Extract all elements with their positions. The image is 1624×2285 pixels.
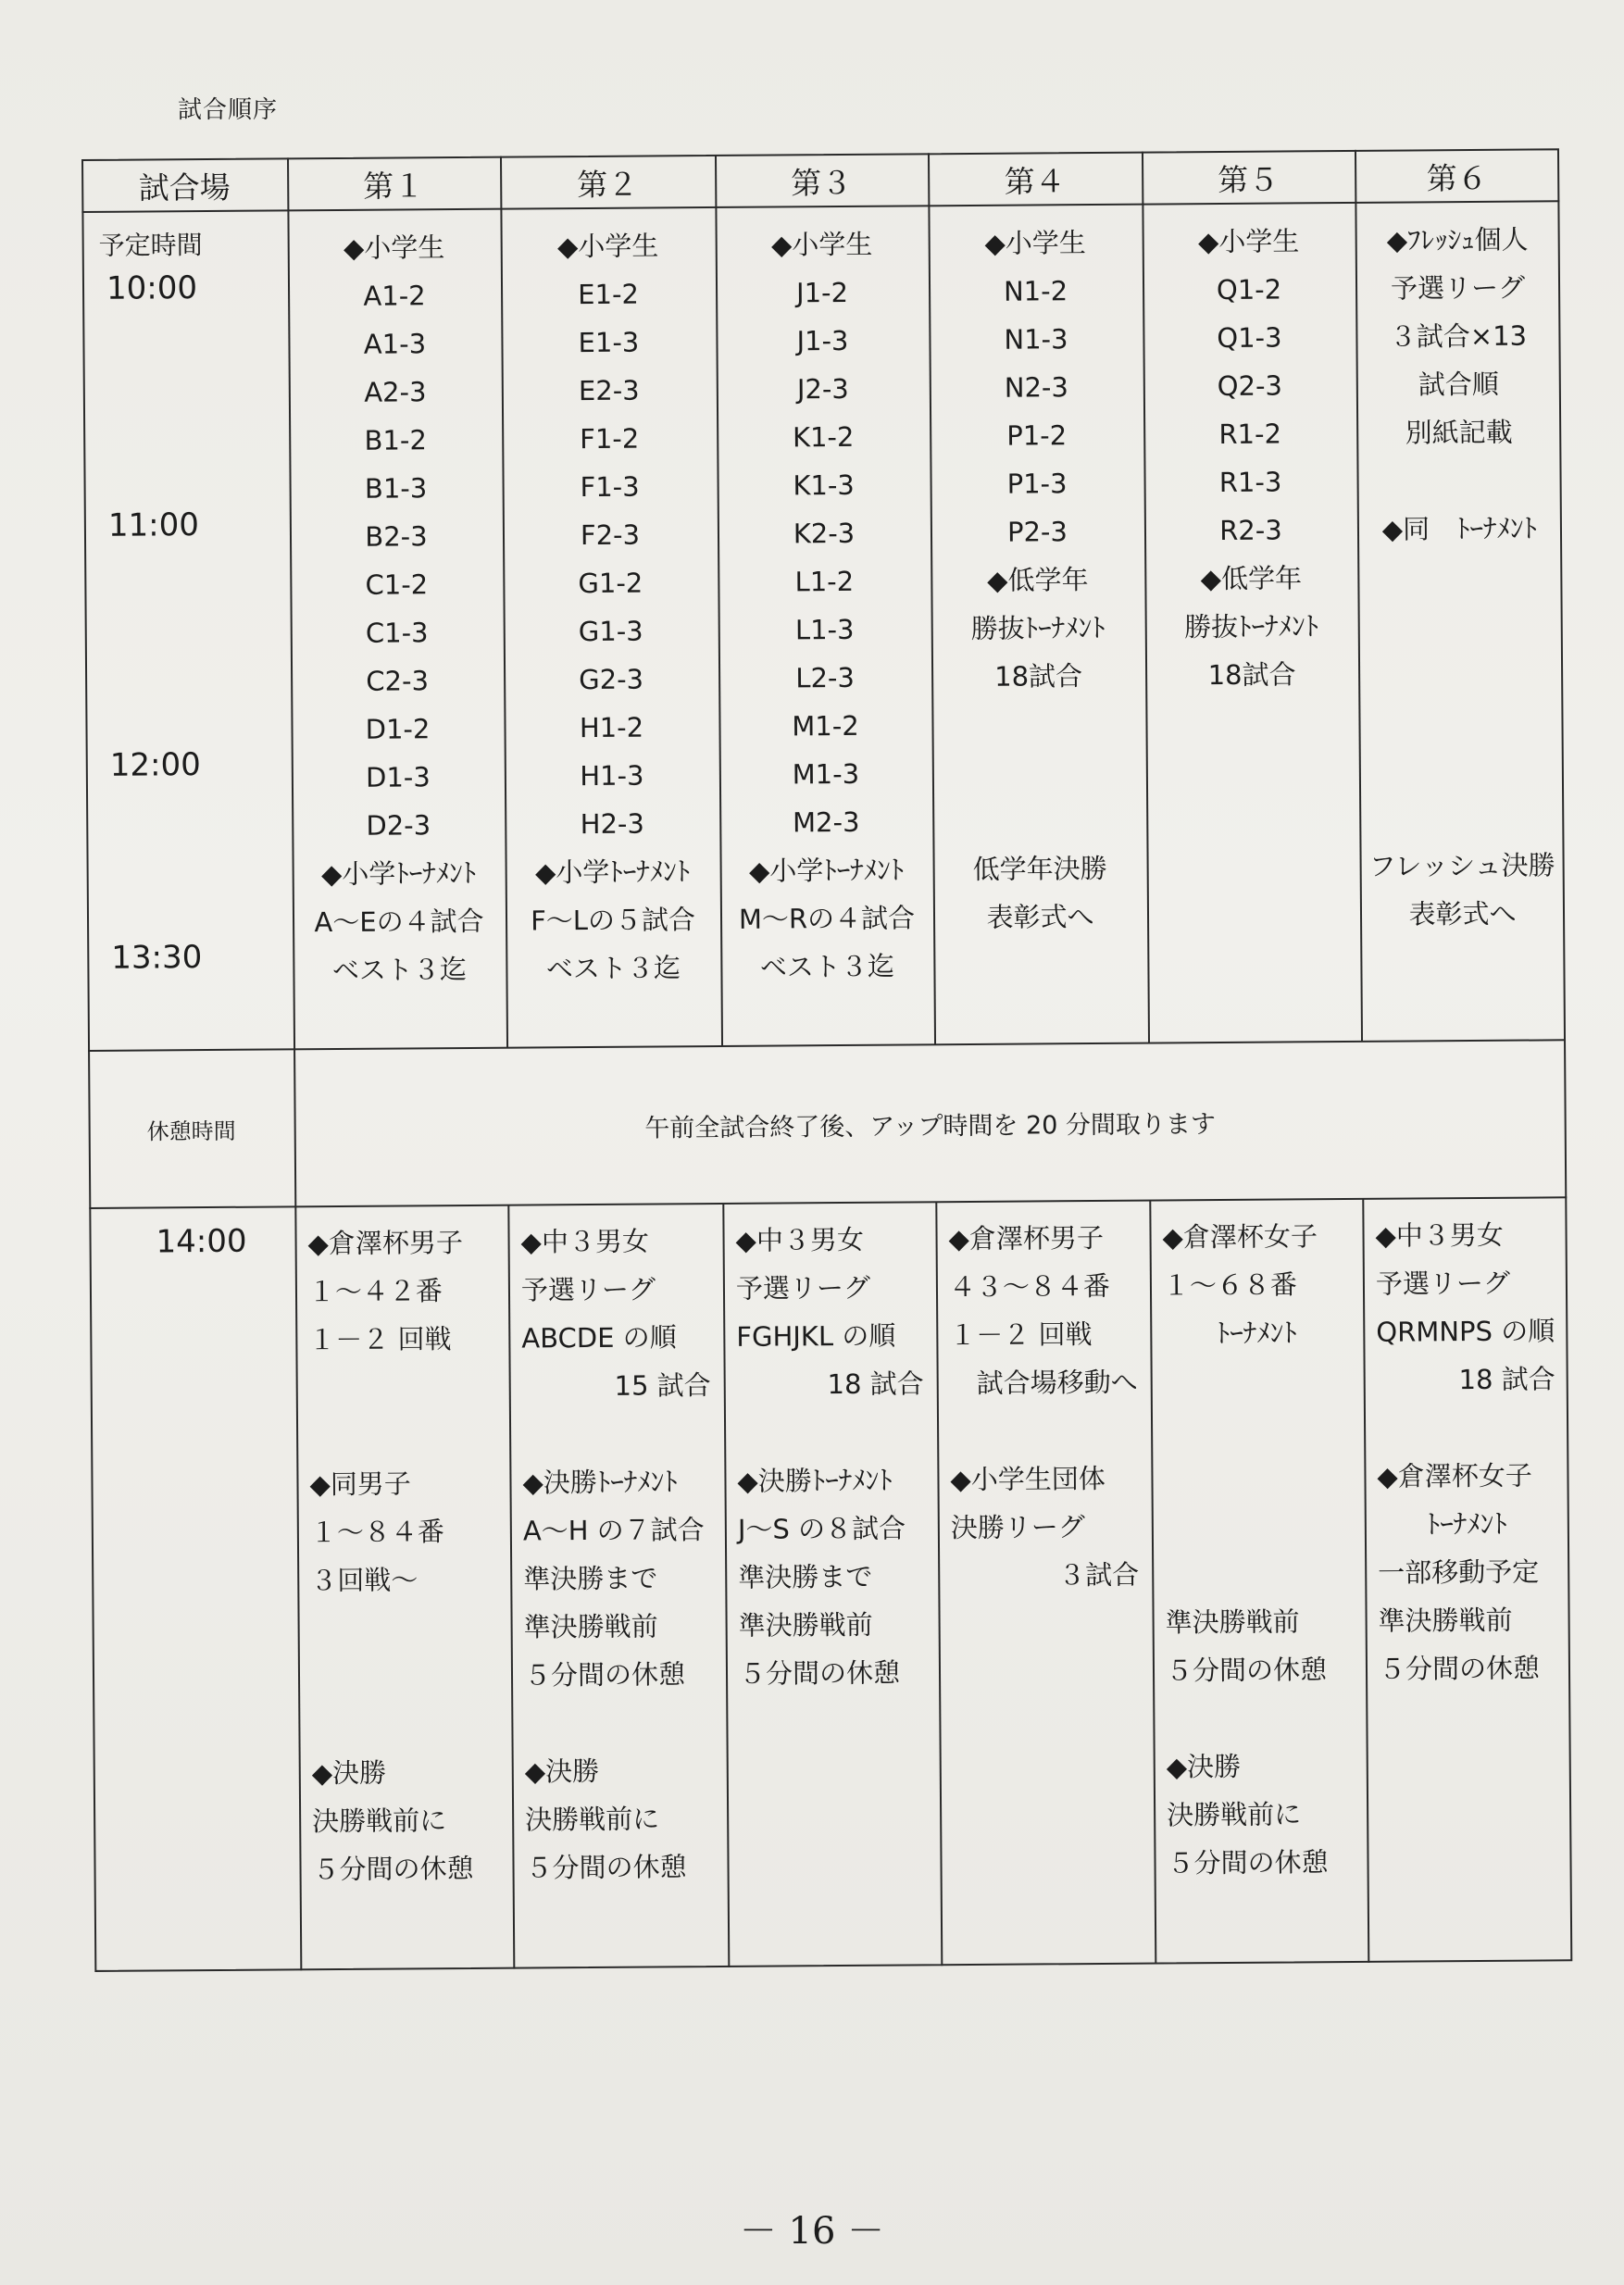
match-line: E2-3 [578, 374, 640, 407]
match-line: P2-3 [1006, 516, 1068, 548]
match-line [1164, 1453, 1351, 1502]
header-court-1: 第１ [363, 167, 425, 205]
match-line: 準決勝まで [523, 1562, 658, 1595]
match-line: ５分間の休憩 [525, 1851, 687, 1884]
match-line: ５分間の休憩 [523, 1658, 686, 1692]
match-line: K2-3 [793, 517, 856, 550]
break-text: 午前全試合終了後、アップ時間を 20 分間取ります [644, 1109, 1217, 1143]
match-line: 決勝戦前に [525, 1803, 660, 1836]
match-line: R1-2 [1218, 418, 1282, 451]
match-line: R2-3 [1219, 514, 1282, 546]
match-line [522, 1409, 711, 1458]
break-label: 休憩時間 [146, 1118, 236, 1145]
match-line: A2-3 [364, 376, 427, 408]
match-line: M2-3 [792, 805, 860, 839]
document-title: 試合順序 [178, 96, 279, 124]
match-line: R1-3 [1218, 466, 1282, 499]
match-line: D2-3 [366, 809, 431, 842]
match-line: M1-2 [792, 709, 859, 743]
match-line: ◆小学生 [770, 228, 873, 261]
match-line: 準決勝戦前 [1378, 1604, 1513, 1637]
match-line: ◆中３男女 [735, 1223, 865, 1256]
match-line: 表彰式へ [986, 901, 1094, 933]
match-line [1357, 552, 1562, 602]
match-line [1165, 1549, 1352, 1598]
match-line: F1-3 [580, 470, 640, 504]
match-line: ３試合×13 [1389, 319, 1528, 353]
match-line: 準決勝戦前 [738, 1608, 873, 1642]
match-line: ５分間の休憩 [1378, 1652, 1541, 1685]
time-mark: 13:30 [111, 939, 203, 977]
header-venue: 試合場 [138, 169, 231, 206]
match-line: ◆倉澤杯男子 [948, 1221, 1105, 1255]
match-line: ◆小学生 [556, 230, 659, 263]
match-line: １－２ 回戦 [949, 1318, 1093, 1352]
match-line: 18試合 [994, 660, 1083, 693]
match-line: ベスト３迄 [759, 950, 895, 983]
match-line [950, 1406, 1138, 1455]
match-line: ３試合 [1058, 1558, 1140, 1592]
header-court-5: 第５ [1218, 161, 1280, 198]
match-line: ◆倉澤杯女子 [1162, 1220, 1318, 1254]
match-line: 勝抜ﾄｰﾅﾒﾝﾄ [970, 611, 1106, 644]
am-cell-court-6 [1355, 215, 1565, 939]
match-line [932, 748, 1146, 798]
match-line: ◆決勝 [311, 1756, 387, 1790]
match-line: ３回戦～ [310, 1564, 418, 1597]
match-line: ◆決勝ﾄｰﾅﾒﾝﾄ [737, 1464, 893, 1497]
match-line: E1-3 [578, 326, 640, 359]
match-line: ◆中３男女 [1375, 1218, 1504, 1252]
match-line: J～S の８試合 [737, 1512, 906, 1545]
match-line [737, 1407, 924, 1456]
time-mark: 11:00 [107, 506, 200, 544]
match-line: １～８４番 [309, 1516, 445, 1549]
match-line: ５分間の休憩 [1165, 1654, 1328, 1687]
match-line: 18試合 [1207, 658, 1296, 692]
match-line: D1-2 [365, 713, 431, 745]
match-line: ◆低学年 [1200, 562, 1303, 595]
match-line: 決勝リーグ [950, 1511, 1085, 1544]
match-line [1165, 1501, 1352, 1550]
match-line: 準決勝戦前 [1165, 1605, 1300, 1639]
match-line: 準決勝戦前 [523, 1610, 658, 1643]
match-line [1377, 1403, 1555, 1452]
match-line [1164, 1405, 1351, 1454]
time-mark: 12:00 [109, 746, 201, 784]
am-cell-court-5 [1142, 217, 1358, 700]
match-line: F2-3 [580, 518, 641, 552]
match-line [1358, 648, 1563, 698]
match-line: M1-3 [792, 757, 860, 791]
pm-time: 14:00 [156, 1222, 247, 1261]
match-line: 別紙記載 [1405, 416, 1513, 449]
match-line: ﾄｰﾅﾒﾝﾄ [1216, 1317, 1297, 1350]
match-line [309, 1363, 496, 1412]
match-line: C1-3 [365, 617, 429, 649]
match-line: ◆中３男女 [520, 1225, 650, 1258]
match-line: J1-3 [796, 324, 849, 357]
match-line: K1-2 [792, 420, 855, 454]
pm-cell-court-6 [1362, 1210, 1570, 1693]
match-line [1164, 1356, 1351, 1405]
match-line: B2-3 [365, 520, 428, 553]
match-line: J2-3 [796, 372, 849, 406]
match-line: ◆倉澤杯女子 [1377, 1459, 1532, 1492]
pm-cell-court-5 [1149, 1212, 1367, 1888]
scheduled-time-label: 予定時間 [98, 230, 203, 261]
match-line: G1-2 [578, 567, 643, 600]
match-line: E1-2 [578, 278, 640, 311]
match-line: ﾄｰﾅﾒﾝﾄ [1426, 1507, 1507, 1541]
match-line: B1-2 [364, 424, 427, 456]
match-line [311, 1652, 498, 1701]
match-line: F1-2 [580, 422, 640, 456]
match-line [1359, 793, 1564, 843]
am-cell-court-3 [716, 219, 934, 992]
match-line: A～H の７試合 [522, 1514, 705, 1547]
pm-cell-court-2 [507, 1217, 727, 1892]
match-line: ◆ﾌﾚｯｼｭ個人 [1386, 223, 1529, 256]
match-line: H1-2 [579, 711, 644, 744]
match-line: ◆同男子 [309, 1467, 411, 1501]
match-line: 試合場移動へ [976, 1366, 1138, 1399]
match-line: A～Eの４試合 [314, 905, 484, 939]
match-line: 決勝戦前に [312, 1804, 447, 1838]
match-line: ベスト３迄 [545, 952, 681, 985]
match-line: １～４２番 [307, 1275, 443, 1308]
match-line: G2-3 [579, 663, 644, 696]
match-line: ◆同 ﾄｰﾅﾒﾝﾄ [1381, 512, 1538, 545]
pm-cell-court-4 [935, 1214, 1152, 1601]
match-line [524, 1698, 713, 1747]
match-line: C1-2 [365, 568, 429, 601]
match-line: K1-3 [793, 468, 855, 502]
match-line: １～６８番 [1162, 1268, 1298, 1302]
header-court-2: 第２ [577, 166, 639, 203]
match-line: 決勝戦前に [1167, 1798, 1302, 1831]
match-line: L2-3 [795, 661, 856, 694]
match-line [931, 700, 1145, 750]
match-line: FGHJKL の順 [736, 1319, 896, 1353]
match-line: P1-2 [1006, 419, 1068, 452]
match-line: Q1-2 [1216, 273, 1282, 306]
match-line [309, 1411, 496, 1460]
match-line: 予選リーグ [1390, 271, 1526, 305]
pm-cell-court-1 [294, 1218, 512, 1894]
match-line: ５分間の休憩 [738, 1656, 901, 1690]
match-line: ◆小学生団体 [950, 1462, 1106, 1496]
match-line [1358, 600, 1563, 650]
match-line [310, 1604, 497, 1653]
match-line: ４３～８４番 [948, 1269, 1111, 1304]
match-line: ◆小学生 [1197, 225, 1300, 258]
match-line: 一部移動予定 [1378, 1555, 1540, 1589]
match-line: L1-2 [794, 565, 855, 598]
time-column [81, 211, 294, 1051]
match-line: ◆決勝ﾄｰﾅﾒﾝﾄ [522, 1466, 678, 1499]
match-line [932, 796, 1146, 846]
match-line: ◆小学ﾄｰﾅﾒﾝﾄ [534, 855, 691, 889]
match-line: 予選リーグ [1375, 1267, 1511, 1300]
match-line: N1-3 [1004, 323, 1068, 356]
time-mark: 10:00 [106, 269, 198, 307]
am-cell-court-2 [501, 221, 721, 993]
match-line: ◆決勝 [524, 1754, 600, 1788]
match-line [1359, 744, 1564, 794]
match-line: 準決勝まで [738, 1560, 873, 1593]
match-line: ◆小学ﾄｰﾅﾒﾝﾄ [320, 856, 477, 891]
match-line: 表彰式へ [1408, 897, 1517, 930]
match-line: 勝抜ﾄｰﾅﾒﾝﾄ [1184, 610, 1319, 643]
match-line: ◆倉澤杯男子 [307, 1227, 464, 1260]
match-line: C2-3 [366, 665, 430, 697]
am-cell-court-4 [929, 219, 1148, 943]
match-line: B1-3 [364, 472, 428, 505]
match-line: １－２ 回戦 [308, 1323, 452, 1356]
match-line: ABCDE の順 [521, 1321, 677, 1355]
match-line: QRMNPS の順 [1376, 1315, 1555, 1348]
match-line: 予選リーグ [735, 1271, 871, 1305]
match-line: ◆決勝 [1166, 1750, 1242, 1783]
match-line: N1-2 [1003, 275, 1068, 307]
match-line: ５分間の休憩 [312, 1852, 474, 1886]
pm-cell-court-3 [722, 1215, 939, 1698]
match-line: F～Lの５試合 [530, 904, 696, 937]
match-line: A1-3 [363, 328, 427, 360]
schedule-sheet [81, 148, 1572, 1972]
match-line: 試合順 [1418, 368, 1499, 401]
match-line: P1-3 [1006, 468, 1068, 500]
match-line: ◆低学年 [987, 564, 1089, 596]
header-court-3: 第３ [791, 164, 853, 201]
match-line: ◆小学生 [343, 231, 445, 264]
match-line: 予選リーグ [520, 1273, 656, 1306]
match-line [1356, 456, 1561, 506]
match-line: フレッシュ決勝 [1368, 849, 1555, 882]
match-line: ５分間の休憩 [1167, 1846, 1329, 1879]
match-line: L1-3 [794, 613, 855, 646]
match-line: G1-3 [578, 615, 643, 648]
match-line: H2-3 [580, 807, 644, 841]
match-line: ベスト３迄 [331, 953, 468, 987]
match-line: ◆小学ﾄｰﾅﾒﾝﾄ [748, 854, 905, 887]
match-line: Q1-3 [1217, 321, 1282, 355]
header-court-4: 第４ [1004, 162, 1066, 200]
match-line: A1-2 [363, 280, 426, 312]
am-cell-court-1 [288, 223, 506, 995]
match-line: M～Rの４試合 [738, 902, 916, 935]
header-court-6: 第６ [1426, 159, 1488, 196]
match-line: N2-3 [1004, 371, 1068, 404]
page-number: － 16 － [739, 2210, 885, 2253]
match-line [1166, 1693, 1353, 1742]
match-line: 18 試合 [827, 1367, 924, 1401]
match-line: 18 試合 [1458, 1363, 1555, 1396]
match-line: ◆小学生 [984, 227, 1086, 259]
match-line [1358, 696, 1563, 746]
match-line: 15 試合 [614, 1369, 711, 1402]
match-line: 低学年決勝 [972, 852, 1107, 885]
match-line: J1-2 [795, 276, 849, 309]
match-line: H1-3 [580, 759, 644, 793]
match-line: Q2-3 [1217, 369, 1283, 403]
match-line: D1-3 [365, 761, 431, 793]
match-line [311, 1700, 498, 1749]
